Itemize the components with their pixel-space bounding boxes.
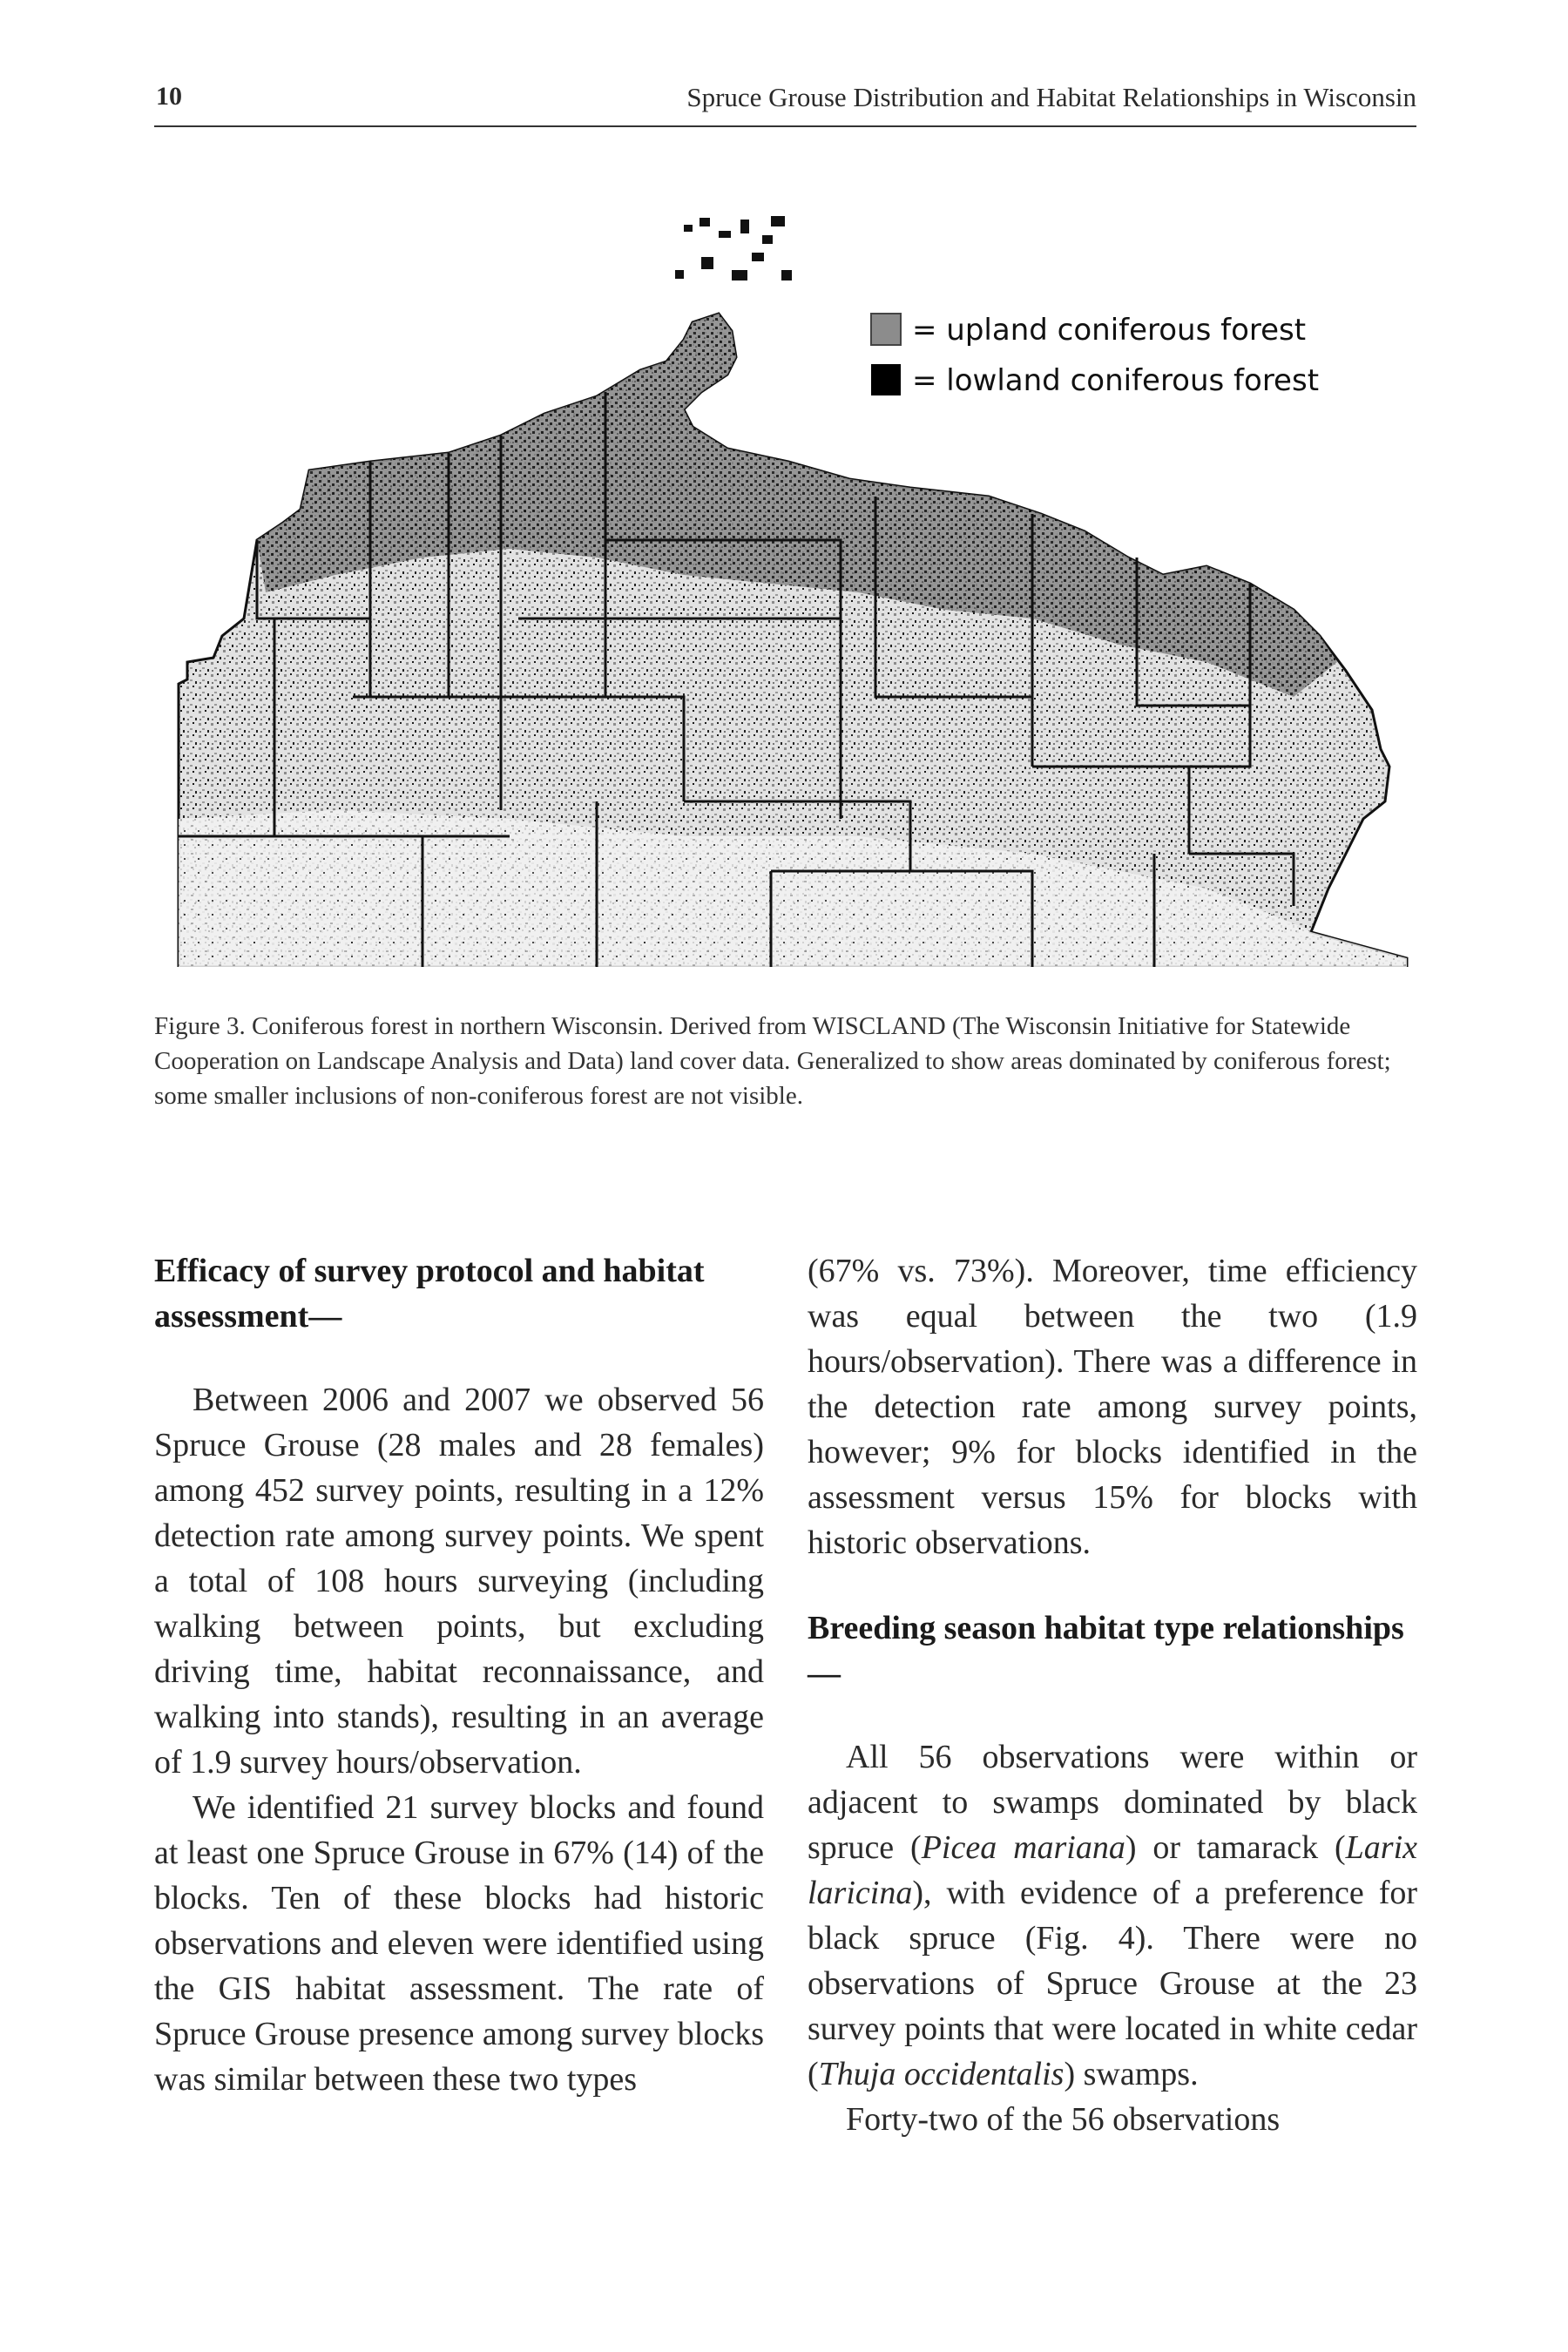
- species-larix: Larix laricina: [808, 1829, 1417, 1911]
- paragraph-breeding-1: All 56 observations were within or adjacent to swamps dominated by black spruce (Picea mariana) or tamarack (Larix laricina), with evidence of a preference for black spruce (Fig. 4). There were no observations of Spruce Grouse at the 23 survey points that were located in white cedar (Thuja occidentalis) swamps.: [808, 1739, 1417, 2092]
- legend-label-upland: = upland coniferous forest: [912, 313, 1307, 348]
- running-title: Spruce Grouse Distribution and Habitat Relationships in Wisconsin: [686, 82, 1416, 112]
- legend-swatch-upland: [871, 314, 901, 345]
- figure-map: [161, 209, 1411, 967]
- paragraph-efficacy-1: Between 2006 and 2007 we observed 56 Spruce Grouse (28 males and 28 females) among 452 survey points, resulting in a 12% detection rate among survey points. We spent a total of 108 hours surveying (including walking between points, but excluding driving time, habitat reconnaissance, and walking into stands), resulting in an average of 1.9 survey hours/observation.: [154, 1382, 764, 1781]
- left-column: [154, 1248, 764, 2102]
- species-thuja: Thuja occidentalis: [818, 2056, 1064, 2092]
- page-number: 10: [156, 82, 182, 111]
- species-picea: Picea mariana: [921, 1829, 1125, 1866]
- right-column: [808, 1248, 1417, 2142]
- map-legend: [871, 313, 1319, 398]
- map-islands: [675, 216, 792, 280]
- paragraph-breeding-2: Forty-two of the 56 observations: [846, 2101, 1281, 2138]
- paragraph-efficacy-continued: (67% vs. 73%). Moreover, time efficiency was equal between the two (1.9 hours/observation). There was a difference in the detection rate among survey points, however; 9% for blocks identified in the assessment versus 15% for blocks with historic observations.: [808, 1253, 1417, 1561]
- figure-caption: Figure 3. Coniferous forest in northern Wisconsin. Derived from WISCLAND (The Wisconsin Initiative for Statewide Cooperation on Landscape Analysis and Data) land cover data. Generalized to show areas dominated by coniferous forest; some smaller inclusions of non-coniferous forest are not visible.: [154, 1012, 1391, 1110]
- page-header: [154, 82, 1416, 127]
- paragraph-efficacy-2: We identified 21 survey blocks and found at least one Spruce Grouse in 67% (14) of the blocks. Ten of these blocks had historic observations and eleven were identified using the GIS habitat assessment. The rate of Spruce Grouse presence among survey blocks was similar between these two types: [154, 1789, 764, 2098]
- coniferous-forest-map: [161, 209, 1411, 967]
- section-heading-efficacy: Efficacy of survey protocol and habitat assessment—: [154, 1253, 705, 1335]
- legend-swatch-lowland: [871, 364, 901, 395]
- legend-label-lowland: = lowland coniferous forest: [912, 363, 1320, 398]
- section-heading-breeding: Breeding season habitat type relationships—: [808, 1610, 1404, 1692]
